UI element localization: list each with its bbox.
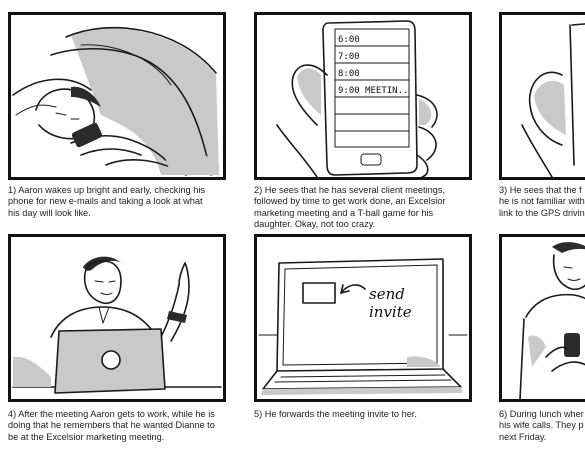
panel-3-sketch bbox=[502, 15, 585, 177]
panel-6-sketch bbox=[502, 237, 585, 399]
schedule-slot-3: 8:00 bbox=[338, 69, 360, 79]
schedule-slot-1: 6:00 bbox=[338, 35, 360, 45]
note-invite: invite bbox=[369, 303, 412, 321]
panel-5-sketch bbox=[257, 237, 469, 399]
storyboard-panel-5 bbox=[254, 234, 472, 402]
note-send: send bbox=[369, 285, 405, 303]
storyboard-panel-6 bbox=[499, 234, 585, 402]
panel-4-sketch bbox=[11, 237, 223, 399]
panel-1-sketch bbox=[11, 15, 223, 177]
panel-3-caption: 3) He sees that the f he is not familiar with link to the GPS drivin bbox=[499, 185, 585, 218]
panel-5-caption: 5) He forwards the meeting invite to her. bbox=[254, 409, 417, 419]
panel-6-caption: 6) During lunch wher his wife calls. They p next Friday. bbox=[499, 409, 584, 442]
panel-4-caption: 4) After the meeting Aaron gets to work, while he is doing that he remembers that he wanted Dianne to be at the Excelsior marketing meeting. bbox=[8, 409, 215, 442]
panel-2-caption: 2) He sees that he has several client meetings, followed by time to get work done, an Excelsior marketing meeting and a T-ball game for his daughter. Okay, not too crazy. bbox=[254, 185, 446, 230]
storyboard-panel-4 bbox=[8, 234, 226, 402]
panel-2-sketch bbox=[257, 15, 469, 177]
storyboard-panel-1 bbox=[8, 12, 226, 180]
schedule-slot-4: 9:00 MEETIN.. bbox=[338, 86, 409, 96]
storyboard-panel-2 bbox=[254, 12, 472, 180]
schedule-slot-2: 7:00 bbox=[338, 52, 360, 62]
panel-1-caption: 1) Aaron wakes up bright and early, checking his phone for new e-mails and taking a look at what his day will look like. bbox=[8, 185, 205, 218]
storyboard-panel-3 bbox=[499, 12, 585, 180]
